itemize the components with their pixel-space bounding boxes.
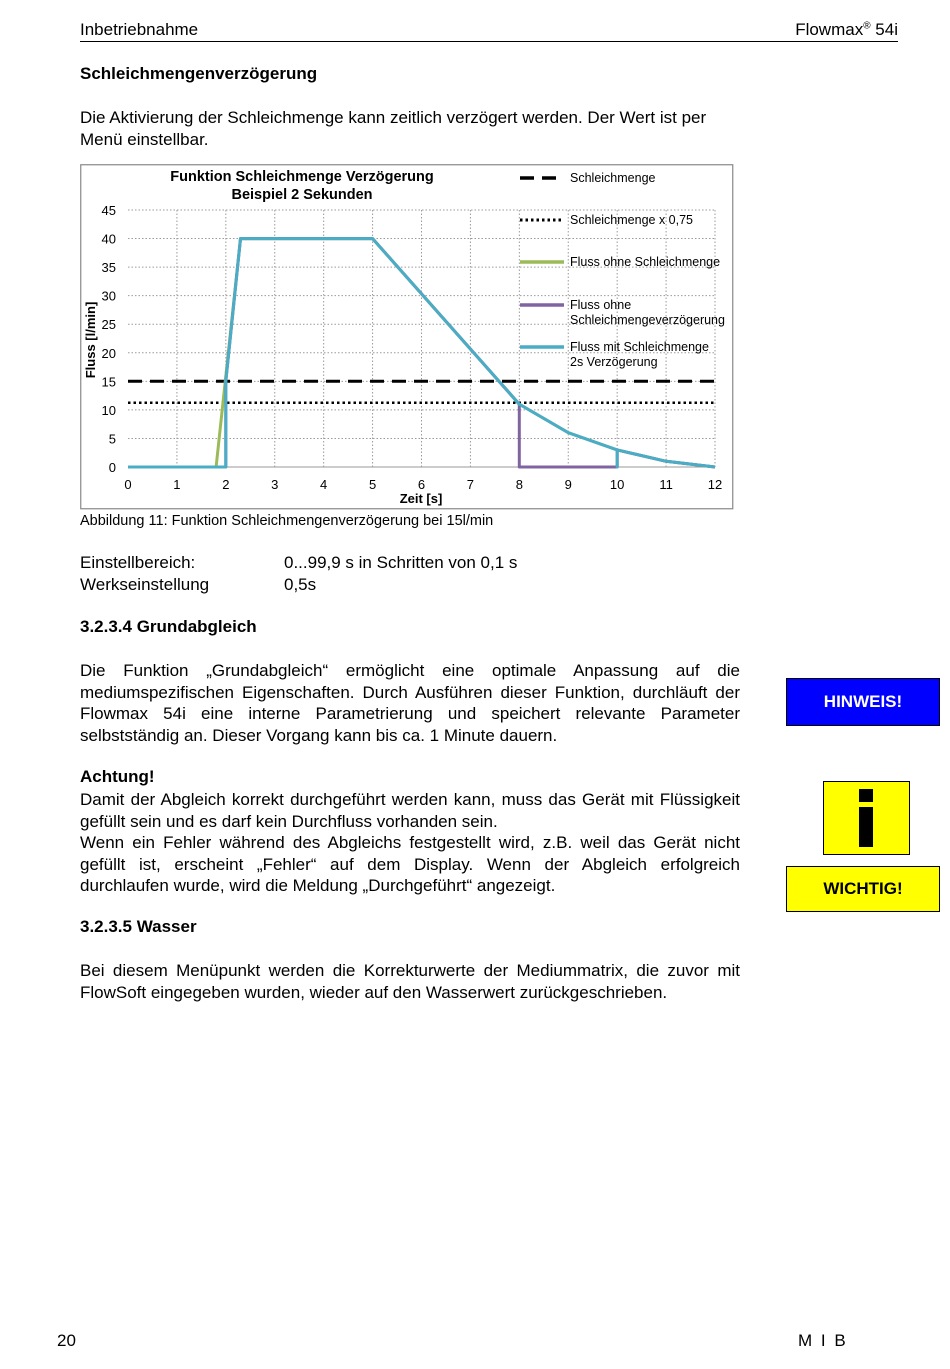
chart-y-axis-label: Fluss [l/min]: [83, 301, 98, 379]
header-divider: [80, 41, 898, 42]
x-tick-label: 11: [659, 477, 673, 492]
warning-heading: Achtung!: [80, 767, 155, 786]
settings-default-value: 0,5s: [284, 575, 317, 594]
x-tick-label: 8: [515, 477, 523, 492]
grundabgleich-paragraph: Die Funktion „Grundabgleich“ ermöglicht eine optimale Anpassung auf die mediumspezifischen Eigenschaften. Durch Ausführen dieser Funktion, durchläuft der Flowmax 54i eine interne Parametrierung und speichert relevante Parameter selbstständig an. Dieser Vorgang kann bis ca. 1 Minute dauern.: [80, 661, 740, 745]
settings-range-value: 0...99,9 s in Schritten von 0,1 s: [284, 553, 518, 572]
legend-label-1: Schleichmenge: [570, 171, 656, 185]
y-tick-label: 0: [108, 460, 116, 475]
legend-label-2: Schleichmenge x 0,75: [570, 213, 693, 227]
wasser-paragraph: Bei diesem Menüpunkt werden die Korrekturwerte der Mediummatrix, die zuvor mit FlowSoft eingegeben wurden, wieder auf den Wasserwert zurückgeschrieben.: [80, 961, 740, 1002]
section-heading-schleichmengenverzoegerung: Schleichmengenverzögerung: [80, 64, 318, 83]
registered-mark: ®: [863, 20, 871, 32]
chart-title-line1: Funktion Schleichmenge Verzögerung: [170, 169, 434, 185]
product-name: Flowmax: [795, 20, 864, 39]
figure-caption: Abbildung 11: Funktion Schleichmengenverzögerung bei 15l/min: [80, 513, 494, 529]
legend-label-5: Fluss mit Schleichmenge 2s Verzögerung: [570, 340, 709, 369]
legend-label-4: Fluss ohne Schleichmengeverzögerung: [570, 298, 725, 327]
x-tick-label: 12: [707, 477, 723, 492]
wichtig-badge: WICHTIG!: [786, 866, 940, 912]
hinweis-badge: HINWEIS!: [786, 678, 940, 726]
y-tick-label: 40: [101, 231, 116, 247]
x-tick-label: 1: [173, 477, 181, 492]
y-tick-label: 35: [101, 260, 116, 276]
header-section-title: Inbetriebnahme: [80, 20, 199, 39]
y-tick-label: 10: [101, 402, 116, 418]
settings-default-label: Werkseinstellung: [80, 575, 210, 594]
section-heading-grundabgleich: 3.2.3.4 Grundabgleich: [80, 617, 257, 636]
footer-publisher: M I B: [798, 1331, 848, 1350]
x-tick-label: 2: [222, 477, 230, 492]
y-tick-label: 20: [101, 345, 116, 361]
settings-range-label: Einstellbereich:: [80, 553, 196, 572]
x-tick-label: 6: [417, 477, 426, 492]
x-tick-label: 7: [466, 477, 475, 492]
x-tick-label: 0: [124, 477, 132, 492]
x-tick-label: 10: [609, 477, 625, 492]
info-icon: [823, 781, 910, 855]
y-tick-label: 30: [101, 288, 116, 304]
y-tick-label: 15: [101, 374, 116, 390]
warning-paragraph-2: Wenn ein Fehler während des Abgleichs festgestellt wird, z.B. weil das Gerät nicht gefüllt ist, erscheint „Fehler“ auf dem Display. Wenn der Abgleich erfolgreich durchlaufen wurde, wird die Meldung „Durchgeführt“ angezeigt.: [80, 833, 740, 895]
legend-label-3: Fluss ohne Schleichmenge: [570, 255, 721, 269]
x-tick-label: 5: [368, 477, 377, 492]
x-tick-label: 3: [271, 477, 279, 492]
x-tick-label: 9: [564, 477, 572, 492]
info-i-glyph: [824, 782, 908, 853]
y-tick-label: 25: [101, 317, 116, 333]
x-tick-label: 4: [320, 477, 328, 492]
product-suffix: 54i: [870, 20, 898, 39]
chart-x-axis-label: Zeit [s]: [399, 491, 443, 506]
section-heading-wasser: 3.2.3.5 Wasser: [80, 917, 197, 936]
y-tick-label: 5: [108, 431, 116, 447]
y-tick-label: 45: [101, 203, 116, 218]
warning-paragraph-1: Damit der Abgleich korrekt durchgeführt werden kann, muss das Gerät mit Flüssigkeit gefüllt sein und es darf kein Durchfluss vorhanden sein.: [80, 790, 740, 831]
page-number: 20: [57, 1331, 76, 1350]
section-intro-paragraph: Die Aktivierung der Schleichmenge kann zeitlich verzögert werden. Der Wert ist per Menü einstellbar.: [80, 108, 707, 149]
header-product-name: [795, 20, 898, 40]
chart-title-line2: Beispiel 2 Sekunden: [231, 187, 373, 203]
flow-delay-chart: [80, 164, 734, 510]
